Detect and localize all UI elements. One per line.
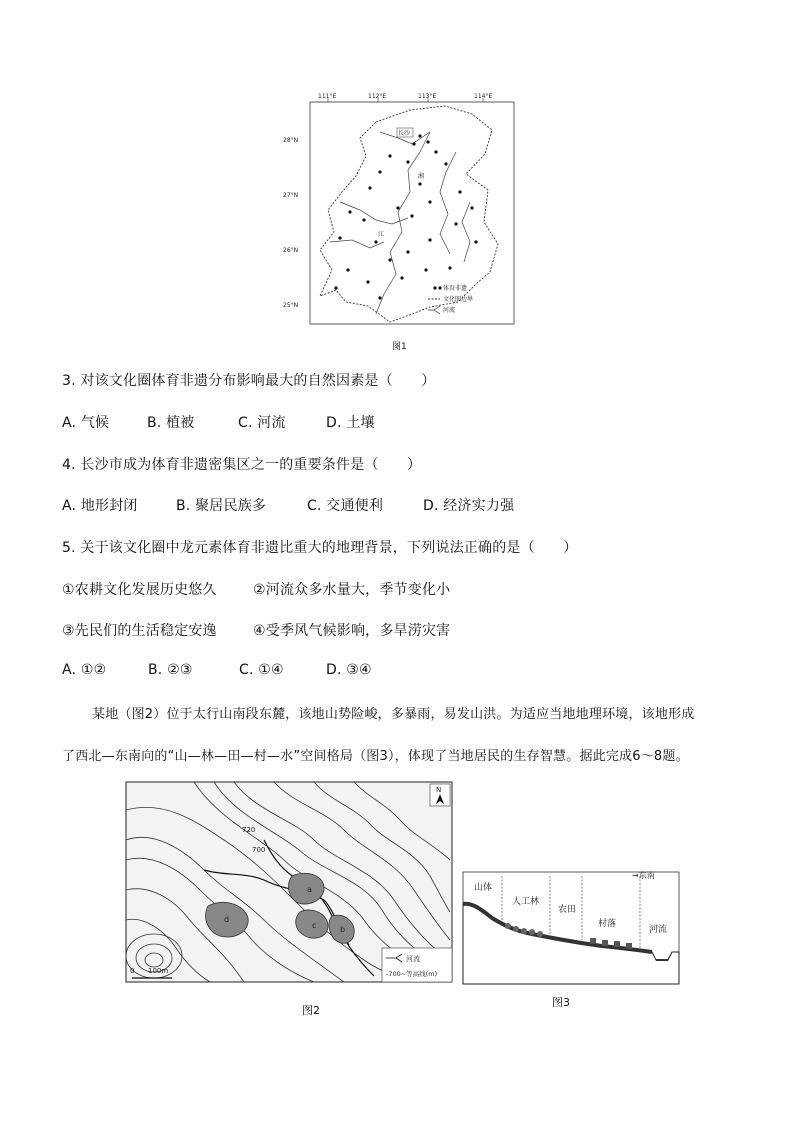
river-east xyxy=(462,202,470,262)
culture-boundary xyxy=(320,106,498,322)
q3-option-d[interactable]: D. 土壤 xyxy=(326,415,375,431)
scale-label: 100m xyxy=(148,967,169,975)
river-xiang xyxy=(376,132,430,314)
figure-3-caption: 图3 xyxy=(552,996,570,1009)
q5-option-b[interactable]: B. ②③ xyxy=(148,662,193,678)
scale-zero: 0 xyxy=(130,967,135,975)
figure-2-map xyxy=(124,780,454,990)
passage-line-2: 了西北—东南向的“山—林—田—村—水”空间格局（图3），体现了当地居民的生存智慧。据此完成6～8题。 xyxy=(62,749,689,764)
profile-label-farmland: 农田 xyxy=(558,905,577,915)
q3-option-c[interactable]: C. 河流 xyxy=(238,415,286,431)
contour-label-700: 700 xyxy=(252,846,266,854)
question-5-stem: 5. 关于该文化圈中龙元素体育非遗比重大的地理背景，下列说法正确的是（ ） xyxy=(62,540,578,556)
q5-option-c[interactable]: C. ①④ xyxy=(239,662,284,678)
profile-label-mountain: 山体 xyxy=(474,883,493,893)
q5-statement-2: ②河流众多水量大，季节变化小 xyxy=(253,582,451,598)
q5-statement-4: ④受季风气候影响，多旱涝灾害 xyxy=(253,623,451,639)
q5-option-d[interactable]: D. ③④ xyxy=(326,662,372,678)
q4-option-c[interactable]: C. 交通便利 xyxy=(307,498,384,514)
question-4-stem: 4. 长沙市成为体育非遗密集区之一的重要条件是（ ） xyxy=(62,457,422,473)
q5-option-a[interactable]: A. ①② xyxy=(62,662,107,678)
legend-boundary: 文化圈边界 xyxy=(443,296,474,303)
figure-2 xyxy=(124,780,454,1020)
figure-1-caption: 图1 xyxy=(392,342,407,352)
figure-1 xyxy=(280,92,520,352)
q4-option-a[interactable]: A. 地形封闭 xyxy=(62,498,138,514)
figure-2-caption: 图2 xyxy=(302,1004,320,1017)
north-label: N xyxy=(436,786,442,794)
profile-label-river: 河流 xyxy=(649,925,668,935)
changsha-label: 长沙 xyxy=(398,130,411,137)
heritage-sites xyxy=(334,134,477,299)
lon-label-114: 114°E xyxy=(474,93,493,100)
profile-label-forest: 人工林 xyxy=(512,897,540,907)
figure-3-profile xyxy=(462,864,682,989)
q3-option-b[interactable]: B. 植被 xyxy=(147,415,195,431)
map-label-xiang: 湘 xyxy=(418,173,425,180)
profile-label-village: 村落 xyxy=(598,919,617,929)
lat-label-26: 26°N xyxy=(283,247,299,254)
zone-label-b: b xyxy=(340,925,346,934)
map-label-jiang: 江 xyxy=(378,231,385,238)
q5-statement-3: ③先民们的生活稳定安逸 xyxy=(62,623,217,639)
q3-option-a[interactable]: A. 气候 xyxy=(62,415,110,431)
contour-label-720: 720 xyxy=(242,826,256,834)
lat-label-27: 27°N xyxy=(283,192,299,199)
figure-3 xyxy=(462,864,682,1014)
passage-line-1: 某地（图2）位于太行山南段东麓，该地山势险峻，多暴雨，易发山洪。为适应当地地理环境，该地形成 xyxy=(92,707,695,722)
q4-option-d[interactable]: D. 经济实力强 xyxy=(423,498,515,514)
lat-label-28: 28°N xyxy=(283,137,299,144)
legend-heritage: 体育非遗 xyxy=(443,285,468,292)
q4-option-b[interactable]: B. 聚居民族多 xyxy=(176,498,267,514)
lon-label-111: 111°E xyxy=(318,93,337,100)
legend-contour-label: -700~等高线(m) xyxy=(386,970,438,978)
river-li xyxy=(440,152,456,254)
legend-river: 河流 xyxy=(443,307,456,314)
question-3-stem: 3. 对该文化圈体育非遗分布影响最大的自然因素是（ ） xyxy=(62,373,436,389)
zone-label-d: d xyxy=(224,915,230,924)
q5-statement-1: ①农耕文化发展历史悠久 xyxy=(62,582,217,598)
lon-label-112: 112°E xyxy=(368,93,387,100)
lat-label-25: 25°N xyxy=(283,302,299,309)
lon-label-113: 113°E xyxy=(418,93,437,100)
direction-label: →东南 xyxy=(632,871,655,880)
zone-label-a: a xyxy=(307,885,312,894)
figure-1-map xyxy=(280,92,520,337)
legend-river-label: 河流 xyxy=(406,955,420,963)
zone-label-c: c xyxy=(312,921,317,930)
